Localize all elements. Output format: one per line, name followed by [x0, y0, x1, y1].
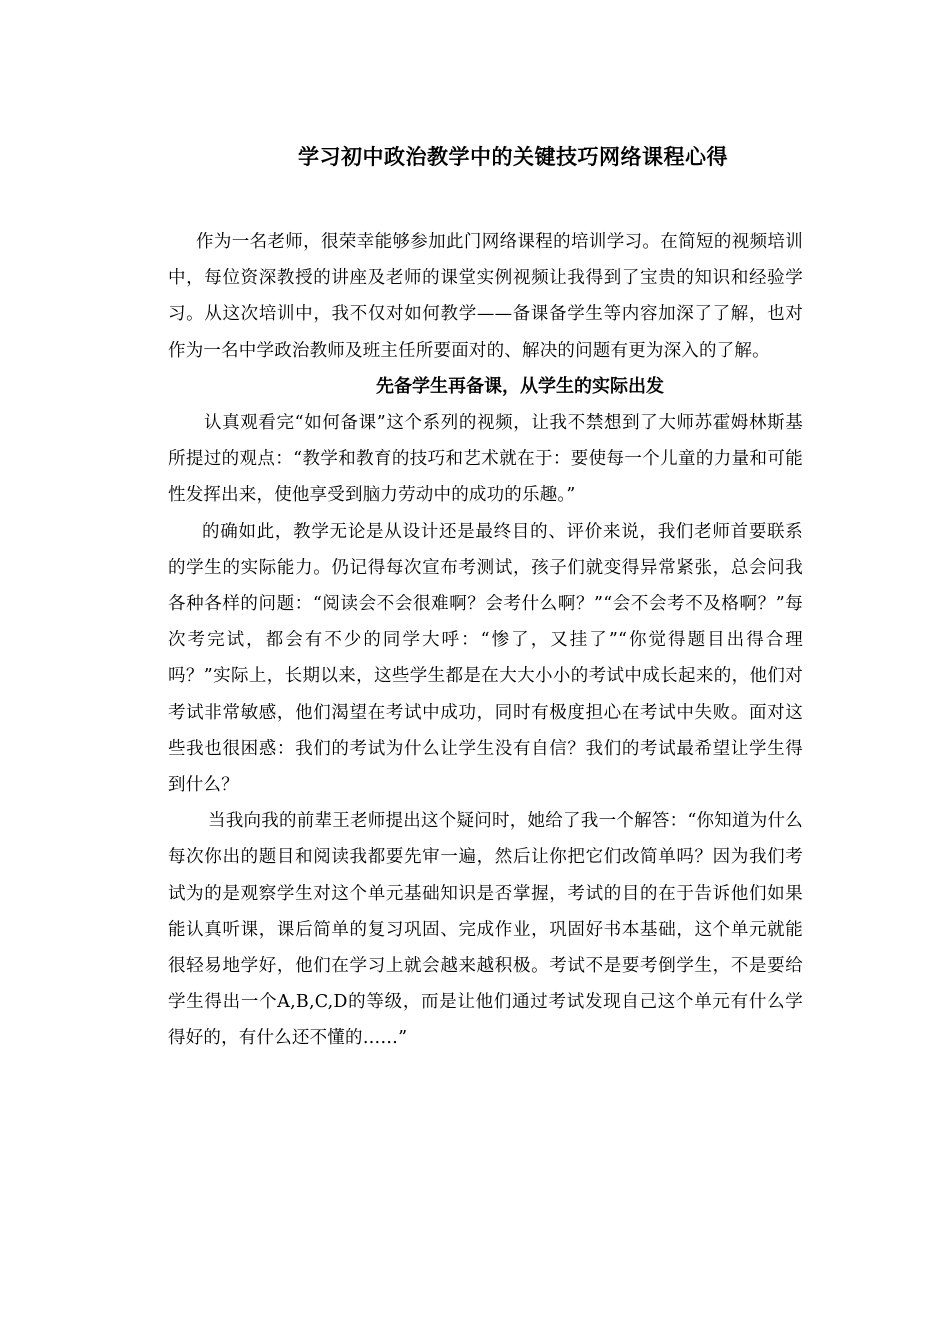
body-paragraph-answer: 当我向我的前辈王老师提出这个疑问时，她给了我一个解答：“你知道为什么每次你出的题目和阅读我都要先审一遍，然后让你把它们改简单吗？因为我们考试为的是观察学生对这个单元基础知识是否掌握，考试的目的在于告诉他们如果能认真听课，课后简单的复习巩固、完成作业，巩固好书本基础，这个单元就能很轻易地学好，他们在学习上就会越来越积极。考试不是要考倒学生，不是要给学生得出一个A,B,C,D的等级，而是让他们通过考试发现自己这个单元有什么学得好的，有什么还不懂的……” — [168, 811, 803, 1049]
document-body — [168, 224, 803, 1057]
body-paragraph-quote: 认真观看完“如何备课”这个系列的视频，让我不禁想到了大师苏霍姆林斯基所提过的观点：“教学和教育的技巧和艺术就在于：要使每一个儿童的力量和可能性发挥出来，使他享受到脑力劳动中的成功的乐趣。” — [168, 413, 803, 506]
document-title: 学习初中政治教学中的关键技巧网络课程心得 — [298, 144, 728, 169]
body-paragraph-exams: 的确如此，教学无论是从设计还是最终目的、评价来说，我们老师首要联系的学生的实际能力。仍记得每次宣布考测试，孩子们就变得异常紧张，总会问我各种各样的问题：“阅读会不会很难啊？会考什么啊？”“会不会考不及格啊？”每次考完试，都会有不少的同学大呼：“惨了，又挂了”“你觉得题目出得合理吗？”实际上，长期以来，这些学生都是在大大小小的考试中成长起来的，他们对考试非常敏感，他们渴望在考试中成功，同时有极度担心在考试中失败。面对这些我也很困惑：我们的考试为什么让学生没有自信？我们的考试最希望让学生得到什么？ — [168, 521, 803, 796]
intro-paragraph: 作为一名老师，很荣幸能够参加此门网络课程的培训学习。在简短的视频培训中，每位资深教授的讲座及老师的课堂实例视频让我得到了宝贵的知识和经验学习。从这次培训中，我不仅对如何教学——备课备学生等内容加深了了解，也对作为一名中学政治教师及班主任所要面对的、解决的问题有更为深入的了解。 — [168, 232, 803, 361]
section-heading: 先备学生再备课，从学生的实际出发 — [376, 375, 664, 397]
